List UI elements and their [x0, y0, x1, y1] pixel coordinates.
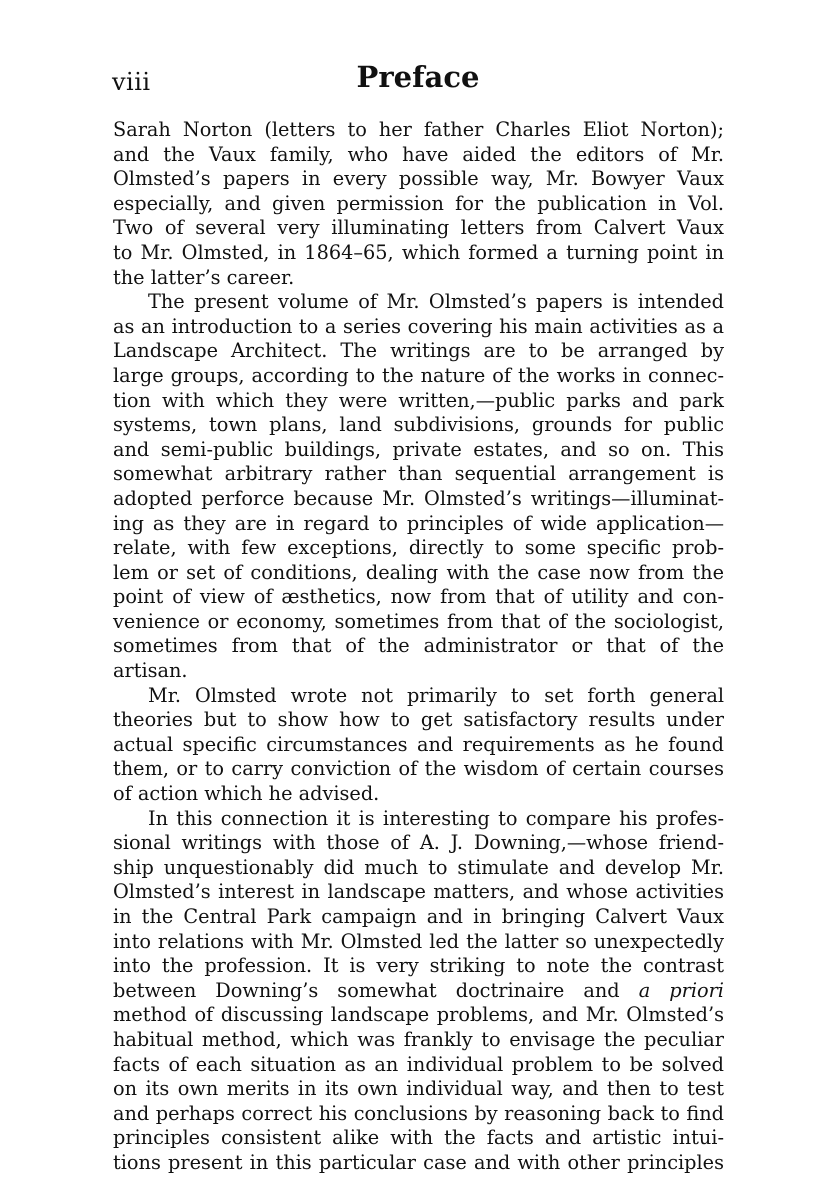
text-line: and semi-public buildings, private estates, and so on. This: [113, 437, 724, 461]
text-line: point of view of æsthetics, now from that of utility and con-: [113, 585, 724, 609]
text-line: somewhat arbitrary rather than sequential arrangement is: [113, 462, 724, 486]
paragraph: [113, 807, 724, 1176]
italic-phrase: a priori: [638, 978, 724, 1002]
text-line: ship unquestionably did much to stimulate and develop Mr.: [113, 855, 724, 879]
text-line: sometimes from that of the administrator or that of the: [113, 634, 724, 658]
text-line: as an introduction to a series covering his main activities as a: [113, 314, 724, 338]
text-line: sional writings with those of A. J. Downing,—whose friend-: [113, 831, 724, 855]
text-line: and the Vaux family, who have aided the editors of Mr.: [113, 142, 724, 166]
text-fragment: between Downing’s somewhat doctrinaire and: [113, 978, 620, 1002]
text-line: the latter’s career.: [113, 265, 295, 289]
text-line: into relations with Mr. Olmsted led the latter so unexpectedly: [113, 929, 724, 953]
text-line: Mr. Olmsted wrote not primarily to set forth general: [148, 683, 724, 707]
text-line: artisan.: [113, 659, 188, 683]
text-line: large groups, according to the nature of the works in connec-: [113, 363, 724, 387]
paragraph: [113, 290, 724, 684]
paragraph: [113, 684, 724, 807]
text-line: In this connection it is interesting to compare his profes-: [148, 806, 724, 830]
text-line: relate, with few exceptions, directly to some specific prob-: [113, 536, 724, 560]
text-line: of action which he advised.: [113, 782, 380, 806]
text-line: adopted perforce because Mr. Olmsted’s writings—illuminat-: [113, 486, 724, 510]
text-line: facts of each situation as an individual problem to be solved: [113, 1052, 724, 1076]
text-line: venience or economy, sometimes from that of the sociologist,: [113, 609, 724, 633]
text-line: in the Central Park campaign and in bringing Calvert Vaux: [113, 905, 724, 928]
running-title: Preface: [356, 60, 480, 94]
text-line: into the profession. It is very striking to note the contrast: [113, 954, 724, 978]
text-line: especially, and given permission for the publication in Vol.: [113, 191, 724, 215]
text-line: and perhaps correct his conclusions by reasoning back to find: [113, 1101, 724, 1125]
text-line: on its own merits in its own individual way, and then to test: [113, 1077, 724, 1101]
text-line: tion with which they were written,—public parks and park: [113, 388, 724, 412]
text-line: Olmsted’s papers in every possible way, Mr. Bowyer Vaux: [113, 167, 724, 191]
body-text: [113, 118, 724, 1176]
text-line: principles consistent alike with the facts and artistic intui-: [113, 1126, 724, 1150]
text-line: actual specific circumstances and requirements as he found: [113, 732, 724, 756]
text-line: tions present in this particular case and with other principles: [113, 1150, 724, 1174]
text-line: theories but to show how to get satisfactory results under: [113, 708, 724, 732]
page-number: viii: [112, 68, 151, 96]
page-header: [112, 60, 724, 100]
text-line: The present volume of Mr. Olmsted’s papers is intended: [148, 290, 724, 314]
paragraph: [113, 118, 724, 290]
text-line-with-italic: [113, 979, 724, 1004]
text-line: Sarah Norton (letters to her father Charles Eliot Norton);: [113, 118, 724, 141]
text-line: ing as they are in regard to principles of wide application—: [113, 511, 724, 535]
text-line: Two of several very illuminating letters from Calvert Vaux: [113, 216, 724, 240]
text-line: them, or to carry conviction of the wisdom of certain courses: [113, 757, 724, 781]
text-line: systems, town plans, land subdivisions, grounds for public: [113, 413, 724, 437]
text-line: method of discussing landscape problems, and Mr. Olmsted’s: [113, 1003, 724, 1027]
text-line: Landscape Architect. The writings are to be arranged by: [113, 339, 724, 363]
text-line: lem or set of conditions, dealing with the case now from the: [113, 560, 724, 584]
text-line: Olmsted’s interest in landscape matters, and whose activities: [113, 880, 724, 904]
text-line: to Mr. Olmsted, in 1864–65, which formed a turning point in: [113, 240, 724, 264]
text-line: habitual method, which was frankly to envisage the peculiar: [113, 1027, 724, 1051]
